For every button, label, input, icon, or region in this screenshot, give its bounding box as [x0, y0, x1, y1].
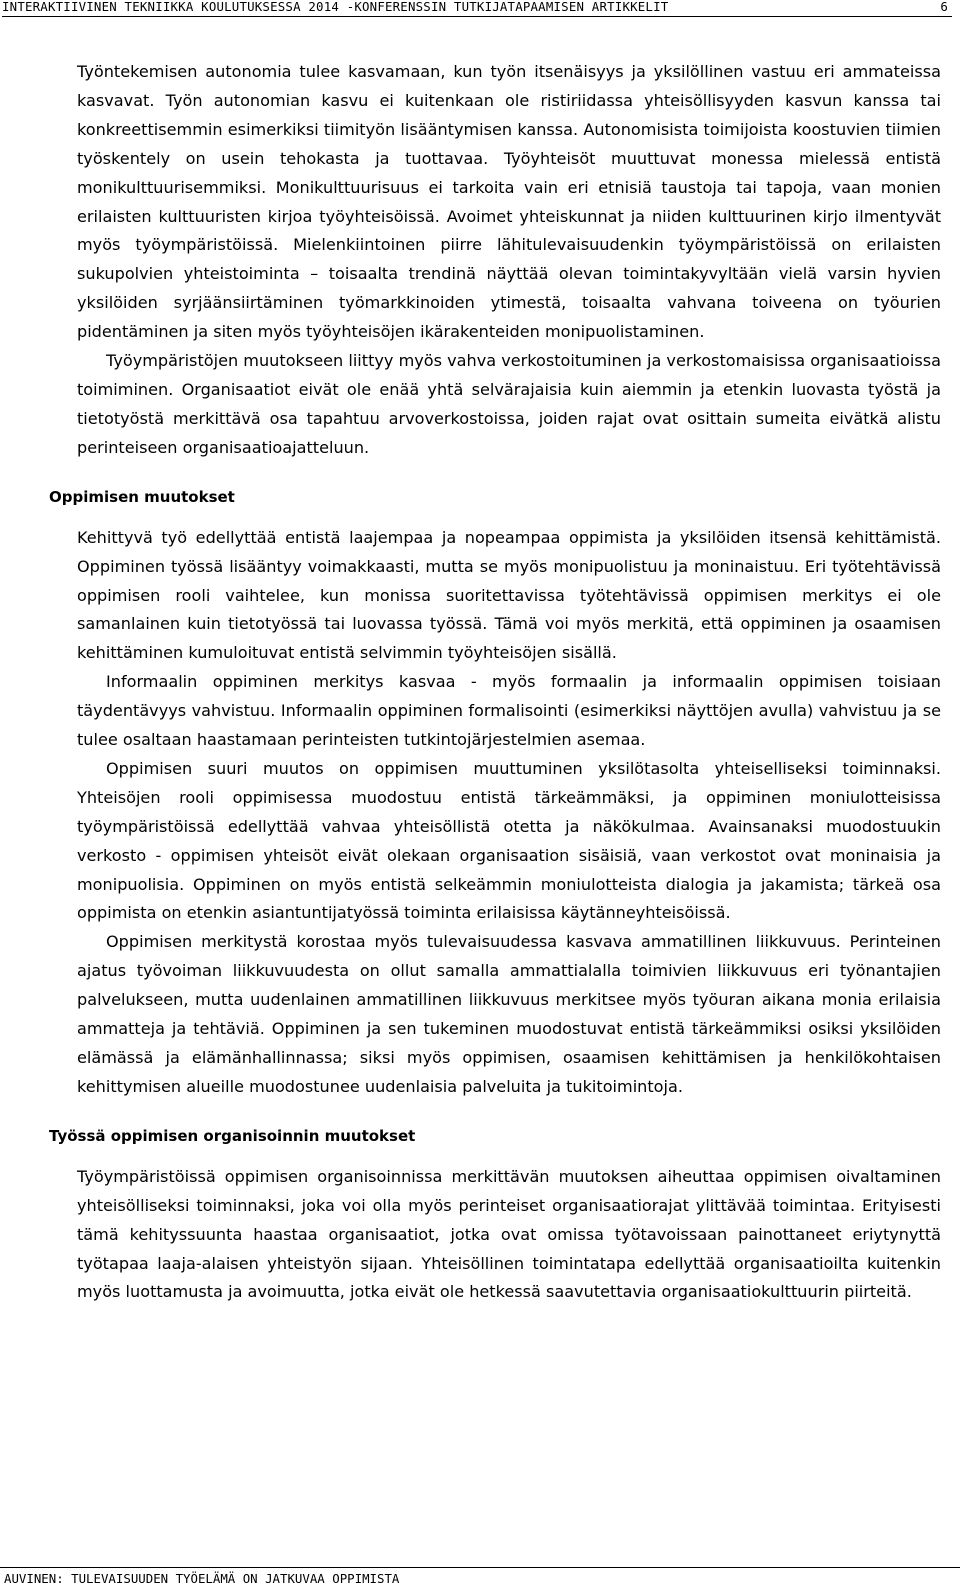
paragraph-mobility: Oppimisen merkitystä korostaa myös tulevaisuudessa kasvava ammatillinen liikkuvuus. Perinteinen ajatus työvoiman liikkuvuudesta on ollut samalla ammattialalla toimivien liikkuvuus eri työnantajien palvelukseen, mutta uudenlainen ammatillinen liikkuvuus merkitsee myös työuran aikana monia erilaisia ammatteja ja tehtäviä. Oppiminen ja sen tukeminen muodostuvat entistä tärkeämmiksi osiksi yksilöiden elämässä ja elämänhallinnassa; siksi myös oppimisen, osaamisen kehittämisen ja henkilökohtaisen kehittymisen alueille muodostunee uudenlaisia palveluita ja tukitoimintoja. [77, 932, 941, 1096]
paragraph-collective-learning: Oppimisen suuri muutos on oppimisen muuttuminen yksilötasolta yhteiselliseksi toiminnaksi. Yhteisöjen rooli oppimisessa muodostuu entistä tärkeämmäksi, ja oppiminen moniulotteisissa työympäristöissä edellyttää vahvaa yhteisöllistä otetta ja näkökulmaa. Avainsanaksi muodostuukin verkosto - oppimisen yhteisöt eivät olekaan organisaation sisäisiä, vaan verkostot ovat moninaisia ja monipuolisia. Oppiminen on myös entistä selkeämmin moniulotteista dialogia ja jakamista; tärkeä osa oppimista on etenkin asiantuntijatyössä toiminta erilaisissa käytänneyhteisöissä. [77, 758, 941, 923]
section-heading-learning-changes: Oppimisen muutokset [49, 487, 235, 506]
paragraph-informal-learning: Informaalin oppiminen merkitys kasvaa - myös formaalin ja informaalin oppimisen toisiaan täydentävyys vahvistuu. Informaalin oppiminen formalisointi (esimerkiksi näyttöjen avulla) vahvistuu ja se tulee osaltaan haastamaan perinteisten tutkintojärjestelmien asemaa. [77, 672, 941, 750]
paragraph-developing-work: Kehittyvä työ edellyttää entistä laajempaa ja nopeampaa oppimista ja yksilöiden itsensä kehittämistä. Oppiminen työssä lisääntyy voimakkaasti, mutta se myös monipuolistuu ja moninaistuu. Eri työtehtävissä oppimisen rooli vaihtelee, kun monissa suoritettavissa työtehtävissä oppimisen merkitys ei ole samanlainen kuin tietotyössä tai luovassa työssä. Tämä voi myös merkitä, että oppiminen ja osaamisen kehittäminen kumuloituvat entistä selvimmin työyhteisöjen sisällä. [77, 527, 941, 663]
page-footer [0, 1567, 960, 1589]
running-header-title: INTERAKTIIVINEN TEKNIIKKA KOULUTUKSESSA 2014 -KONFERENSSIN TUTKIJATAPAAMISEN ARTIKKELIT [2, 0, 669, 14]
section-heading-workplace-learning: Työssä oppimisen organisoinnin muutokset [49, 1126, 416, 1145]
paragraph-organisation: Työympäristöissä oppimisen organisoinnissa merkittävän muutoksen aiheuttaa oppimisen oivaltaminen yhteisölliseksi toiminnaksi, joka voi olla myös perinteiset organisaatiorajat ylittävää toimintaa. Erityisesti tämä kehityssuunta haastaa organisaatiot, jotka ovat omissa työtavoissaan painottaneet eriytynyttä työtapaa laaja-alaisen yhteistyön sijaan. Yhteisöllinen toimintatapa edellyttää organisaatioilta kuitenkin myös luottamusta ja avoimuutta, jotka eivät ole hetkessä saavutettavia organisaatiokulttuurin piirteitä. [77, 1166, 941, 1302]
paragraph-networks: Työympäristöjen muutokseen liittyy myös vahva verkostoituminen ja verkostomaisissa organisaatioissa toimiminen. Organisaatiot eivät ole enää yhtä selvärajaisia kuin aiemmin ja etenkin luovasta työstä ja tietotyöstä merkittävä osa tapahtuu arvoverkostoissa, joiden rajat ovat osittain sumeita eivätkä alistu perinteiseen organisaatioajatteluun. [77, 351, 941, 457]
page-header [2, 0, 952, 17]
article-body [49, 58, 941, 1307]
footer-rule [0, 1567, 960, 1568]
page-number: 6 [940, 0, 948, 14]
running-footer-text: AUVINEN: TULEVAISUUDEN TYÖELÄMÄ ON JATKUVAA OPPIMISTA [4, 1571, 400, 1586]
paragraph-autonomy: Työntekemisen autonomia tulee kasvamaan, kun työn itsenäisyys ja yksilöllinen vastuu eri ammateissa kasvavat. Työn autonomian kasvu ei kuitenkaan ole ristiriidassa yhteisöllisyyden kasvun kanssa tai konkreettisemmin esimerkiksi tiimityön lisääntymisen kanssa. Autonomisista toimijoista koostuvien tiimien työskentely on usein tehokasta ja tuottavaa. Työyhteisöt muuttuvat monessa mielessä entistä monikulttuurisemmiksi. Monikulttuurisuus ei tarkoita vain eri etnisiä taustoja tai tapoja, vaan monien erilaisten kulttuuristen kirjoa työyhteisöissä. Avoimet yhteiskunnat ja niiden kulttuurinen kirjo ilmentyvät myös työympäristöissä. Mielenkiintoinen piirre lähitulevaisuudenkin työympäristöissä on erilaisten sukupolvien yhteistoiminta – toisaalta trendinä näyttää olevan toimintakyvyltään vielä varsin hyvien yksilöiden syrjäänsiirtäminen työmarkkinoiden ytimestä, toisaalta vahvana toiveena on työurien pidentäminen ja siten myös työyhteisöjen ikärakenteiden monipuolistaminen. [77, 62, 941, 342]
